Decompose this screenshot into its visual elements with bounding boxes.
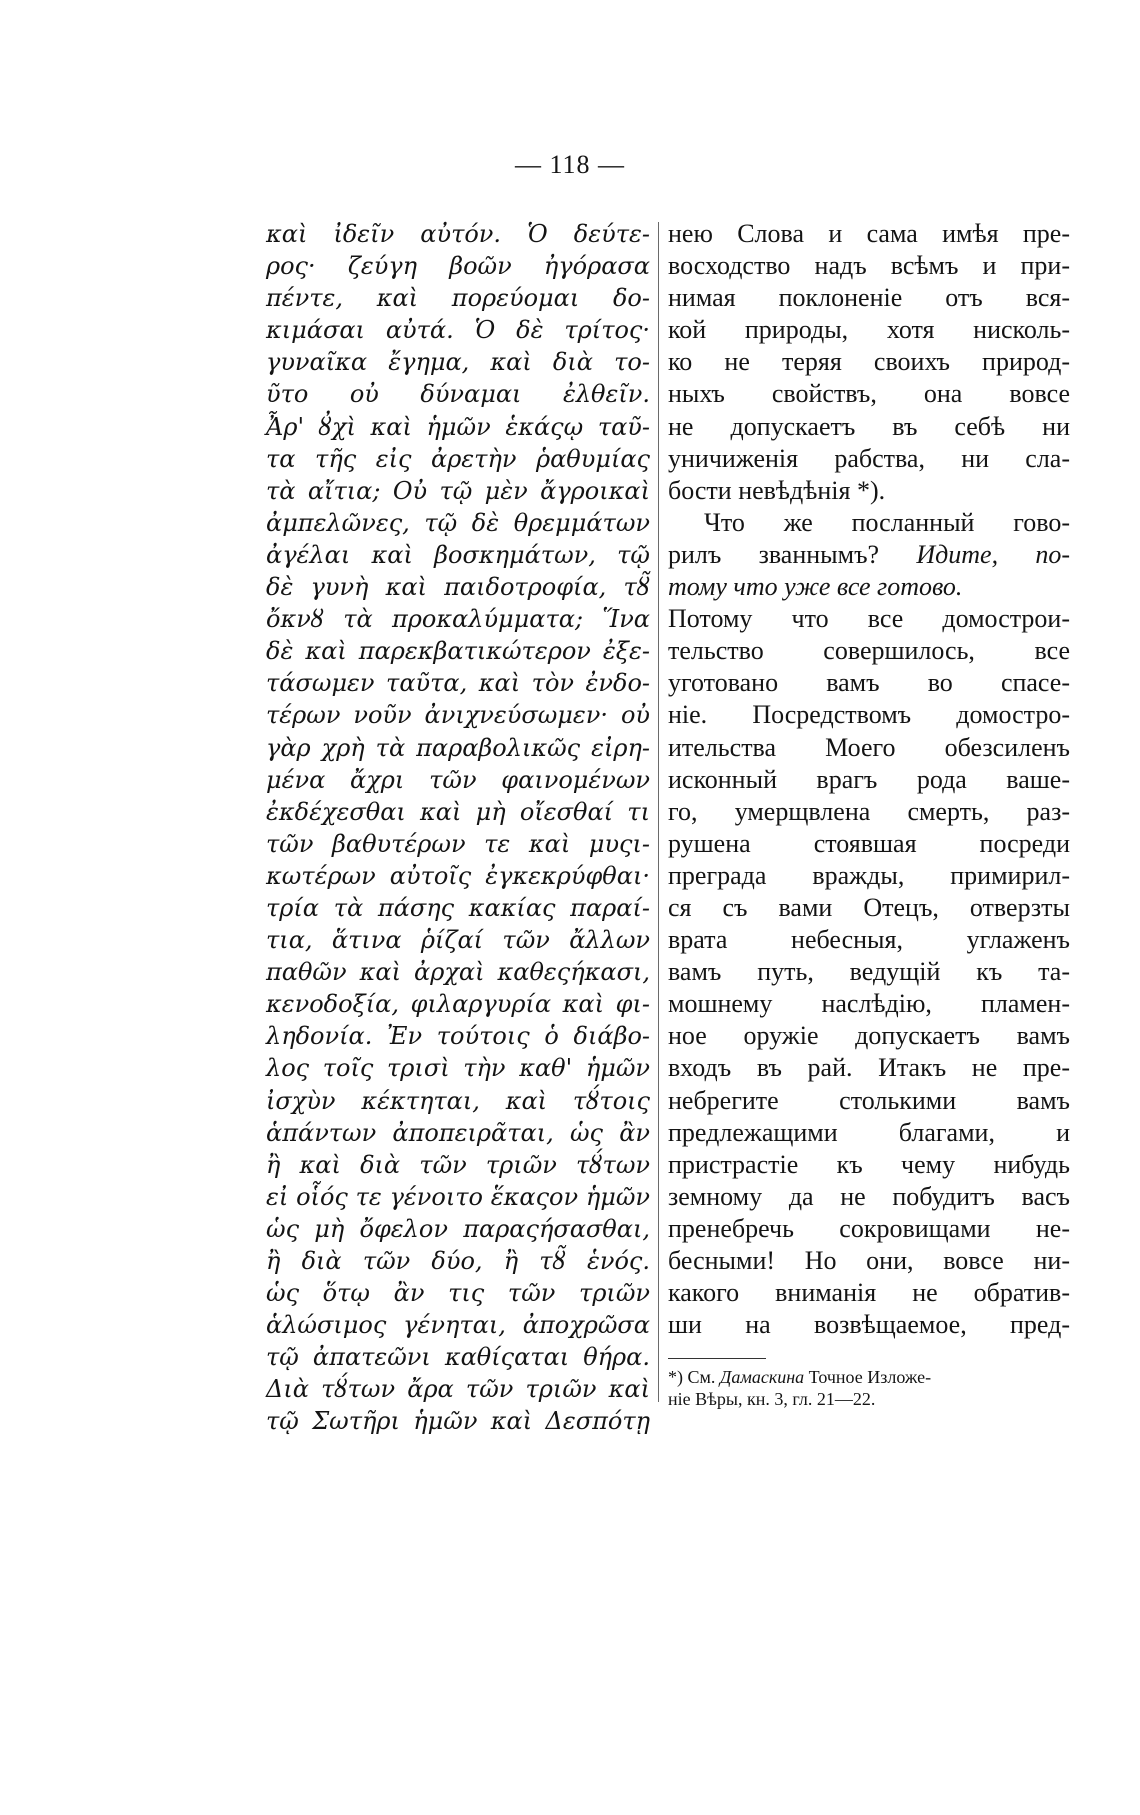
text-line: бесными! Но они, вовсе ни-: [668, 1246, 1070, 1275]
text-line: Διὰ τȣ́των ἄρα τῶν τριῶν καὶ: [266, 1375, 650, 1404]
text-line: мошнему наслѣдію, пламен-: [668, 989, 1070, 1019]
text-line: τῷ ἀπατεῶνι καθίςαται θήρα.: [266, 1343, 650, 1372]
text-line: παθῶν καὶ ἀρχαὶ καθεςήκασι,: [266, 958, 650, 987]
text-line: рушена стоявшая посреди: [668, 828, 1070, 858]
text-line: вамъ путь, ведущій къ та-: [668, 957, 1070, 987]
text-line-italic: тому что уже все готово.: [668, 572, 963, 602]
footnote-author: Дамаскина: [719, 1367, 805, 1387]
text-line: ся съ вами Отецъ, отверзты: [668, 892, 1070, 922]
text-line: ἁλώσιμος γένηται, ἀποχρῶσα: [266, 1311, 650, 1340]
text-line: καὶ ἰδεῖν αὐτόν. Ὁ δεύτε-: [266, 220, 650, 248]
text-line: ἀμπελῶνες, τῷ δὲ θρεμμάτων: [266, 508, 650, 537]
text-line: τια, ἅτινα ῥίζαί τῶν ἄλλων: [266, 926, 650, 955]
text-line: ῦτο οὐ δύναμαι ἐλθεῖν.: [266, 380, 650, 409]
text-line: τρία τὰ πάσης κακίας παραί-: [266, 893, 650, 922]
text-line: го, умерщвлена смерть, раз-: [668, 796, 1070, 826]
footnote-line: [668, 1366, 1070, 1388]
column-divider: [658, 222, 659, 1402]
text-line: ἢ καὶ διὰ τῶν τριῶν τȣ́των: [266, 1150, 650, 1179]
text-line: небрегите столькими вамъ: [668, 1085, 1070, 1115]
text-line: уготовано вамъ во спасе-: [668, 668, 1070, 698]
text-line: врата небесныя, углаженъ: [668, 925, 1070, 955]
text-line: δὲ καὶ παρεκβατικώτερον ἐξε-: [266, 637, 650, 666]
greek-text-column: [266, 218, 650, 1438]
text-roman: рилъ званнымъ?: [668, 539, 917, 569]
text-line: ὡς μὴ ὄφελον παραςήσασθαι,: [266, 1214, 650, 1243]
text-line: ительства Моего обезсиленъ: [668, 732, 1070, 762]
text-line: уничиженія рабства, ни сла-: [668, 443, 1070, 473]
text-line: исконный врагъ рода ваше-: [668, 764, 1070, 794]
text-line: пристрастіе къ чему нибудь: [668, 1149, 1070, 1179]
text-line: λος τοῖς τρισὶ τὴν καθ' ἡμῶν: [266, 1054, 650, 1083]
text-line: ρος· ζεύγη βοῶν ἠγόρασα: [266, 252, 650, 281]
text-italic: Идите, по-: [916, 539, 1071, 569]
text-line: τὰ αἴτια; Οὐ τῷ μὲν ἄγροικαὶ: [266, 476, 650, 505]
text-line: ἁπάντων ἀποπειρᾶται, ὡς ἂν: [266, 1118, 650, 1147]
text-line: предлежащими благами, и: [668, 1117, 1070, 1147]
text-line-mixed: [668, 539, 1070, 571]
text-line: входъ въ рай. Итакъ не пре-: [668, 1053, 1070, 1083]
text-line: πέντε, καὶ πορεύομαι δο-: [266, 284, 650, 313]
text-line: бости невѣдѣнія *).: [668, 475, 886, 505]
text-line: γυναῖκα ἔγημα, καὶ διὰ το-: [266, 348, 650, 377]
text-line: ὄκνȣ τὰ προκαλύμματα; Ἵνα: [266, 605, 650, 634]
text-line: τῷ Σωτῆρι ἡμῶν καὶ Δεσπότῃ: [266, 1407, 650, 1436]
text-line: ἐκδέχεσθαι καὶ μὴ οἴεσθαί τι: [266, 797, 650, 826]
footnote-marker: *) См.: [668, 1367, 720, 1387]
text-line: нею Слова и сама имѣя пре-: [668, 219, 1070, 248]
text-line: ὡς ὅτῳ ἂν τις τῶν τριῶν: [266, 1279, 650, 1308]
text-line: кой природы, хотя нисколь-: [668, 315, 1070, 345]
text-line: ши на возвѣщаемое, пред-: [668, 1310, 1070, 1340]
text-line: κωτέρων αὐτοῖς ἐγκεκρύφθαι·: [266, 861, 650, 890]
text-line: τῶν βαθυτέρων τε καὶ μυςι-: [266, 829, 650, 858]
text-line: Потому что все домострои-: [668, 604, 1070, 634]
text-line: ἀγέλαι καὶ βοσκημάτων, τῷ: [266, 540, 650, 569]
text-line: ληδονία. Ἐν τούτοις ὁ διάβο-: [266, 1022, 650, 1051]
paragraph-first-line: Что же посланный гово-: [704, 507, 1070, 537]
text-line: ἢ διὰ τῶν δύο, ἢ τȣ̃ ἑνός.: [266, 1247, 650, 1275]
text-line: κιμάσαι αὐτά. Ὁ δὲ τρίτος·: [266, 316, 650, 345]
text-line: восходство надъ всѣмъ и при-: [668, 251, 1070, 281]
footnote: [668, 1366, 1070, 1410]
text-line: земному да не побудитъ васъ: [668, 1181, 1070, 1211]
text-line: ное оружіе допускаетъ вамъ: [668, 1021, 1070, 1051]
text-line: ко не теряя своихъ природ-: [668, 347, 1070, 377]
footnote-text: Точное Изложе-: [804, 1367, 932, 1387]
text-line: τέρων νοῦν ἀνιχνεύσωμεν· οὐ: [266, 701, 650, 730]
text-line: Ἆρ' ȣ̓χὶ καὶ ἡμῶν ἑκάςῳ ταῦ-: [266, 412, 650, 441]
text-line: κενοδοξία, φιλαργυρία καὶ φι-: [266, 990, 650, 1019]
text-line: τα τῆς εἰς ἀρετὴν ῥαθυμίας: [266, 444, 650, 473]
text-line: εἰ οἷός τε γένοιτο ἕκαςον ἡμῶν: [266, 1182, 650, 1211]
text-line: какого вниманія не обратив-: [668, 1278, 1070, 1308]
text-line: μένα ἄχρι τῶν φαινομένων: [266, 765, 650, 794]
footnote-rule: [668, 1358, 766, 1359]
text-line: τάσωμεν ταῦτα, καὶ τὸν ἐνδο-: [266, 669, 650, 698]
text-line: нимая поклоненіе отъ вся-: [668, 283, 1070, 313]
text-line: тельство совершилось, все: [668, 636, 1070, 666]
text-line: ἰσχὺν κέκτηται, καὶ τȣ́τοις: [266, 1086, 650, 1115]
text-line: преграда вражды, примирил-: [668, 860, 1070, 890]
text-line: не допускаетъ въ себѣ ни: [668, 411, 1070, 441]
text-line: пренебречь сокровищами не-: [668, 1213, 1070, 1243]
text-line: ныхъ свойствъ, она вовсе: [668, 379, 1070, 409]
text-line: δὲ γυνὴ καὶ παιδοτροφία, τȣ̃: [266, 573, 650, 602]
page-number: — 118 —: [514, 150, 626, 179]
russian-text-column: [668, 218, 1070, 1341]
text-line: γὰρ χρὴ τὰ παραβολικῶς εἰρη-: [266, 733, 650, 762]
text-line: ніе. Посредствомъ домостро-: [668, 700, 1070, 730]
footnote-line: ніе Вѣры, кн. 3, гл. 21—22.: [668, 1389, 876, 1409]
